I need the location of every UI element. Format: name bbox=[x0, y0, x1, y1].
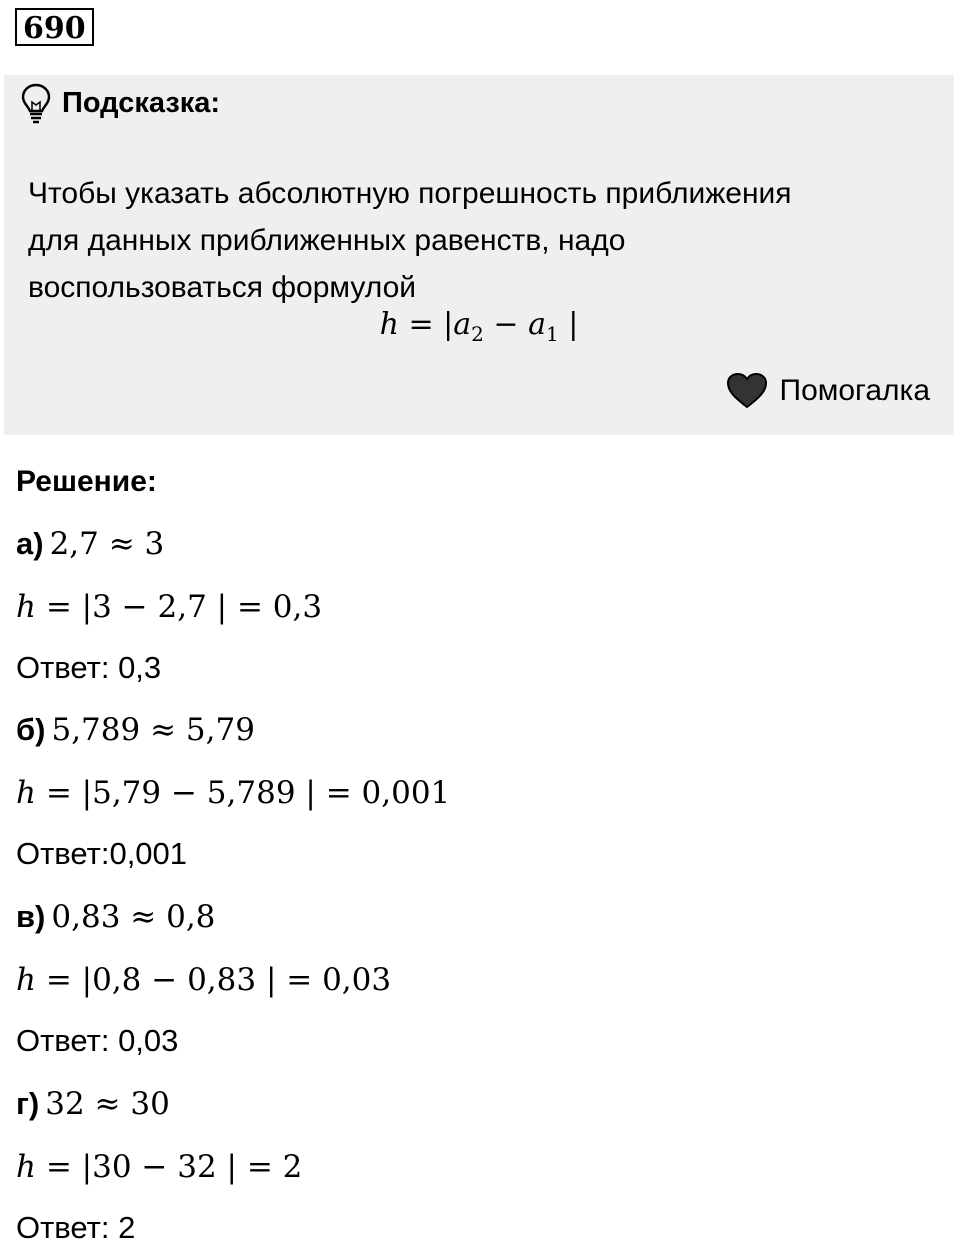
helper-label: Помогалка bbox=[779, 374, 930, 407]
approx-expression: 0,83 ≈ 0,8 bbox=[51, 899, 216, 935]
formula-part: = |a bbox=[398, 307, 472, 342]
hint-line: воспользоваться формулой bbox=[28, 271, 417, 304]
approx-expression: 2,7 ≈ 3 bbox=[49, 526, 165, 562]
helper-link[interactable] bbox=[726, 372, 931, 410]
hint-text bbox=[28, 170, 928, 311]
formula-part: | bbox=[558, 307, 579, 342]
part-c-answer: Ответ: 0,03 bbox=[16, 1023, 179, 1058]
hint-formula bbox=[4, 305, 954, 354]
calc-expression: = |3 − 2,7 | = 0,3 bbox=[45, 589, 323, 625]
part-label: г) bbox=[16, 1086, 40, 1121]
part-c-calc bbox=[16, 960, 391, 1000]
part-d-answer: Ответ: 2 bbox=[16, 1210, 136, 1245]
heart-icon bbox=[726, 372, 768, 410]
part-label: в) bbox=[16, 899, 46, 934]
solution-title: Решение: bbox=[16, 465, 157, 498]
part-b-answer: Ответ:0,001 bbox=[16, 836, 188, 871]
part-b-approx bbox=[16, 710, 255, 750]
formula-h: h bbox=[379, 307, 399, 342]
h-symbol: h bbox=[16, 589, 36, 625]
hint-line: для данных приближенных равенств, надо bbox=[28, 224, 626, 257]
formula-sub: 2 bbox=[471, 322, 484, 346]
part-a-calc bbox=[16, 587, 322, 627]
part-label: а) bbox=[16, 526, 44, 561]
part-c-approx bbox=[16, 897, 215, 937]
lightbulb-icon bbox=[20, 82, 52, 124]
calc-expression: = |0,8 − 0,83 | = 0,03 bbox=[45, 962, 392, 998]
approx-expression: 32 ≈ 30 bbox=[45, 1086, 170, 1122]
part-b-calc bbox=[16, 773, 450, 813]
hint-title: Подсказка: bbox=[62, 86, 221, 119]
h-symbol: h bbox=[16, 1149, 36, 1185]
part-a-answer: Ответ: 0,3 bbox=[16, 650, 162, 685]
h-symbol: h bbox=[16, 775, 36, 811]
part-label: б) bbox=[16, 712, 46, 747]
part-d-approx bbox=[16, 1084, 170, 1124]
hint-line: Чтобы указать абсолютную погрешность приближения bbox=[28, 177, 792, 210]
calc-expression: = |30 − 32 | = 2 bbox=[45, 1149, 303, 1185]
part-d-calc bbox=[16, 1147, 302, 1187]
hint-box bbox=[4, 75, 954, 435]
task-number: 690 bbox=[15, 8, 94, 46]
approx-expression: 5,789 ≈ 5,79 bbox=[51, 712, 255, 748]
calc-expression: = |5,79 − 5,789 | = 0,001 bbox=[45, 775, 451, 811]
h-symbol: h bbox=[16, 962, 36, 998]
hint-header bbox=[20, 83, 220, 123]
formula-part: − a bbox=[483, 307, 546, 342]
part-a-approx bbox=[16, 524, 164, 564]
formula-sub: 1 bbox=[545, 322, 559, 346]
